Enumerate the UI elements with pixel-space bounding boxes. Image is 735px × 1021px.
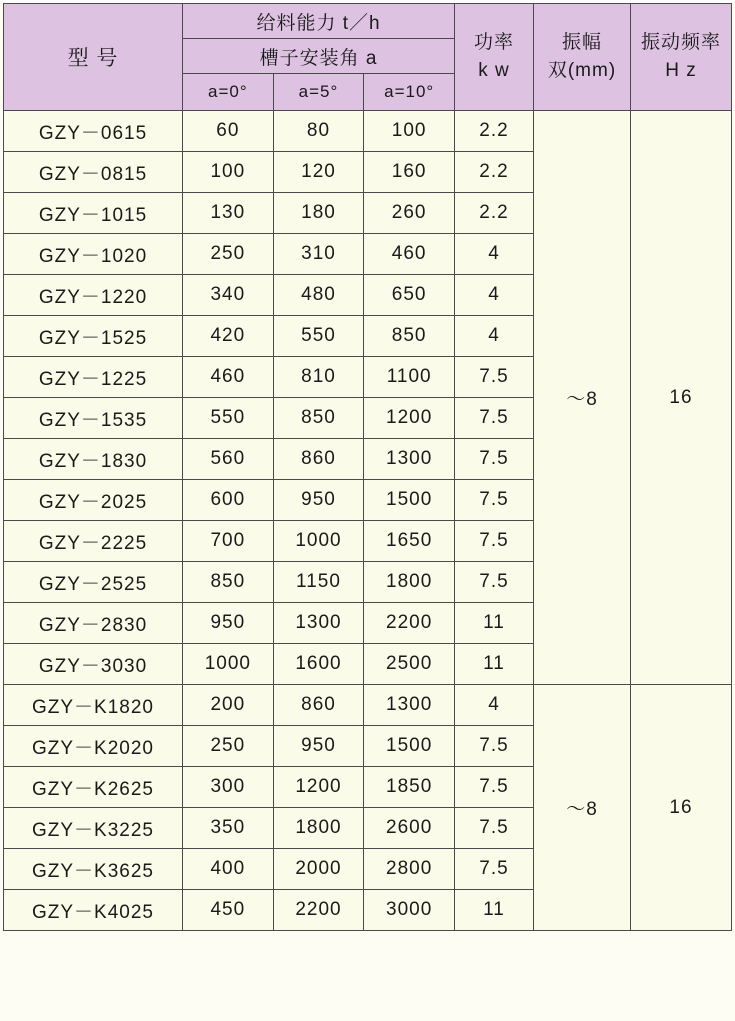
cell-power: 4: [455, 234, 534, 275]
cell-a0: 850: [183, 562, 274, 603]
cell-a5: 950: [273, 726, 364, 767]
cell-a10: 1500: [364, 480, 455, 521]
header-install-angle: 槽子安装角 a: [183, 39, 455, 74]
cell-a10: 1200: [364, 398, 455, 439]
cell-model: GZY－0815: [4, 152, 183, 193]
header-frequency-line1: 振动频率: [640, 32, 721, 54]
cell-a5: 1000: [273, 521, 364, 562]
cell-a0: 60: [183, 111, 274, 152]
cell-a5: 310: [273, 234, 364, 275]
cell-a10: 850: [364, 316, 455, 357]
specification-table: [3, 3, 732, 931]
cell-power: 7.5: [455, 562, 534, 603]
spec-sheet: [0, 3, 735, 1021]
cell-model: GZY－1525: [4, 316, 183, 357]
cell-a5: 1150: [273, 562, 364, 603]
table-body: [4, 111, 732, 931]
cell-a0: 950: [183, 603, 274, 644]
cell-model: GZY－2225: [4, 521, 183, 562]
cell-a10: 2800: [364, 849, 455, 890]
cell-a0: 340: [183, 275, 274, 316]
cell-frequency-group1: 16: [631, 111, 732, 685]
cell-power: 4: [455, 316, 534, 357]
cell-a0: 560: [183, 439, 274, 480]
cell-model: GZY－1225: [4, 357, 183, 398]
cell-model: GZY－K3625: [4, 849, 183, 890]
header-power-line1: 功率: [473, 32, 514, 54]
header-amplitude: [534, 4, 631, 111]
cell-power: 11: [455, 644, 534, 685]
cell-a5: 950: [273, 480, 364, 521]
cell-model: GZY－0615: [4, 111, 183, 152]
cell-a5: 850: [273, 398, 364, 439]
cell-a5: 2200: [273, 890, 364, 931]
cell-a5: 550: [273, 316, 364, 357]
cell-a0: 1000: [183, 644, 274, 685]
cell-power: 4: [455, 275, 534, 316]
cell-a10: 1300: [364, 685, 455, 726]
header-power-line2: k w: [478, 60, 510, 81]
header-row-1: [4, 4, 732, 39]
header-power: [455, 4, 534, 111]
header-amplitude-line1: 振幅: [561, 32, 602, 54]
cell-model: GZY－2025: [4, 480, 183, 521]
cell-model: GZY－3030: [4, 644, 183, 685]
cell-model: GZY－K3225: [4, 808, 183, 849]
cell-a5: 120: [273, 152, 364, 193]
cell-amplitude-group1: ～8: [534, 111, 631, 685]
cell-model: GZY－1015: [4, 193, 183, 234]
cell-a10: 1800: [364, 562, 455, 603]
cell-a5: 860: [273, 685, 364, 726]
cell-a5: 810: [273, 357, 364, 398]
cell-a0: 250: [183, 726, 274, 767]
cell-a0: 420: [183, 316, 274, 357]
cell-power: 7.5: [455, 357, 534, 398]
cell-a5: 180: [273, 193, 364, 234]
cell-a10: 1850: [364, 767, 455, 808]
cell-a5: 1600: [273, 644, 364, 685]
cell-a5: 80: [273, 111, 364, 152]
cell-a0: 450: [183, 890, 274, 931]
cell-a10: 160: [364, 152, 455, 193]
cell-model: GZY－1220: [4, 275, 183, 316]
cell-model: GZY－1830: [4, 439, 183, 480]
cell-a0: 100: [183, 152, 274, 193]
cell-a0: 200: [183, 685, 274, 726]
header-frequency-line2: H z: [665, 60, 697, 81]
cell-power: 7.5: [455, 726, 534, 767]
cell-a0: 460: [183, 357, 274, 398]
cell-a10: 1500: [364, 726, 455, 767]
cell-a10: 2200: [364, 603, 455, 644]
cell-power: 11: [455, 603, 534, 644]
cell-a5: 480: [273, 275, 364, 316]
cell-model: GZY－K1820: [4, 685, 183, 726]
header-model: 型 号: [4, 4, 183, 111]
cell-power: 7.5: [455, 808, 534, 849]
cell-a10: 2500: [364, 644, 455, 685]
cell-a0: 600: [183, 480, 274, 521]
cell-a0: 550: [183, 398, 274, 439]
cell-a5: 2000: [273, 849, 364, 890]
table-header: [4, 4, 732, 111]
header-angle-0: a=0°: [183, 74, 274, 111]
cell-a10: 460: [364, 234, 455, 275]
cell-power: 7.5: [455, 521, 534, 562]
cell-power: 7.5: [455, 439, 534, 480]
header-angle-10: a=10°: [364, 74, 455, 111]
cell-a0: 700: [183, 521, 274, 562]
cell-a0: 300: [183, 767, 274, 808]
table-row: [4, 685, 732, 726]
header-capacity: 给料能力 t／h: [183, 4, 455, 39]
table-row: [4, 111, 732, 152]
cell-a10: 1650: [364, 521, 455, 562]
cell-a0: 250: [183, 234, 274, 275]
header-frequency: [631, 4, 732, 111]
cell-a5: 1200: [273, 767, 364, 808]
cell-a10: 2600: [364, 808, 455, 849]
cell-a0: 130: [183, 193, 274, 234]
cell-model: GZY－1020: [4, 234, 183, 275]
cell-amplitude-group2: ～8: [534, 685, 631, 931]
cell-model: GZY－1535: [4, 398, 183, 439]
cell-a10: 1300: [364, 439, 455, 480]
cell-model: GZY－2830: [4, 603, 183, 644]
cell-a0: 400: [183, 849, 274, 890]
header-amplitude-line2: 双(mm): [547, 60, 617, 81]
cell-a10: 100: [364, 111, 455, 152]
cell-a5: 1300: [273, 603, 364, 644]
cell-a5: 1800: [273, 808, 364, 849]
cell-frequency-group2: 16: [631, 685, 732, 931]
cell-model: GZY－K2020: [4, 726, 183, 767]
cell-a10: 650: [364, 275, 455, 316]
cell-power: 7.5: [455, 480, 534, 521]
cell-a10: 3000: [364, 890, 455, 931]
cell-power: 11: [455, 890, 534, 931]
cell-power: 2.2: [455, 193, 534, 234]
cell-power: 2.2: [455, 111, 534, 152]
cell-a10: 260: [364, 193, 455, 234]
cell-power: 4: [455, 685, 534, 726]
cell-power: 7.5: [455, 398, 534, 439]
cell-a0: 350: [183, 808, 274, 849]
cell-power: 7.5: [455, 849, 534, 890]
cell-power: 2.2: [455, 152, 534, 193]
cell-a10: 1100: [364, 357, 455, 398]
cell-model: GZY－K2625: [4, 767, 183, 808]
header-angle-5: a=5°: [273, 74, 364, 111]
cell-model: GZY－K4025: [4, 890, 183, 931]
cell-model: GZY－2525: [4, 562, 183, 603]
cell-a5: 860: [273, 439, 364, 480]
cell-power: 7.5: [455, 767, 534, 808]
